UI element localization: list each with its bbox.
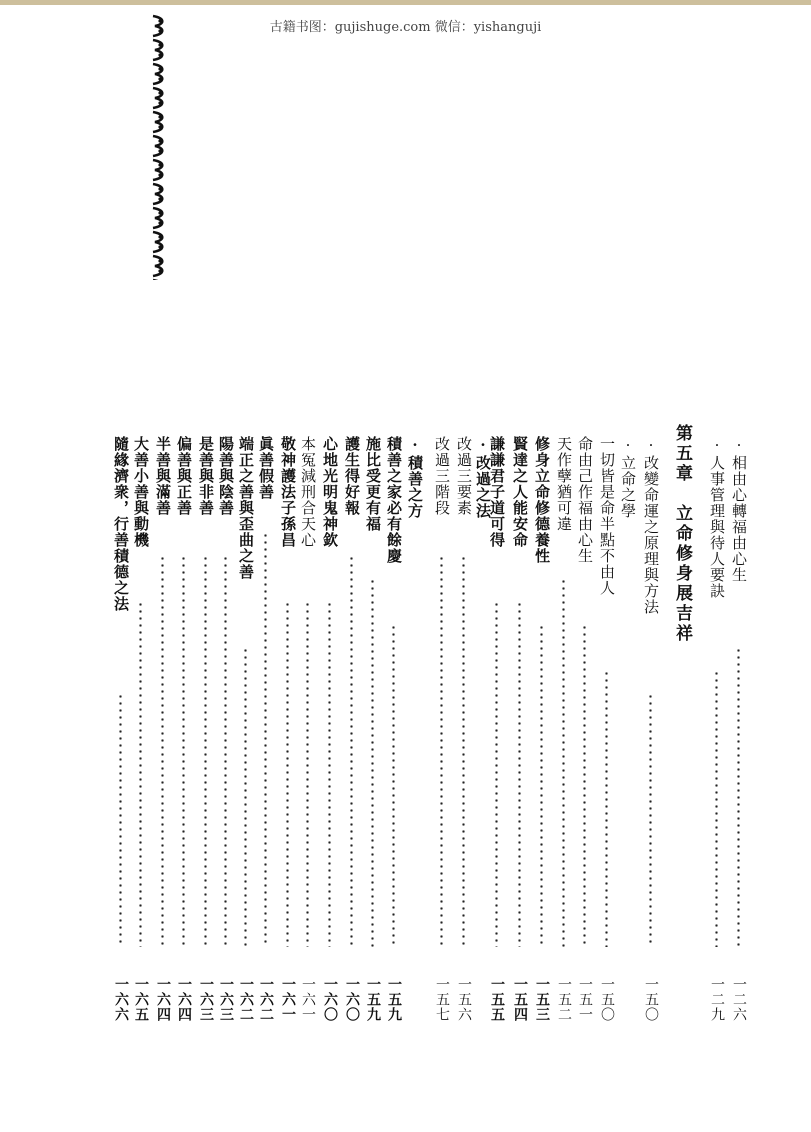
toc-entry bbox=[255, 436, 277, 1022]
toc-entry-title: 隨緣濟衆，行善積德之法 bbox=[112, 436, 130, 612]
leader-dots bbox=[392, 624, 395, 947]
toc-entry-page-number: 一五〇 bbox=[596, 977, 618, 1022]
toc-entry-page-number: 一六一 bbox=[277, 977, 299, 1022]
chapter-heading-text: 第五章 立命修身展吉祥 bbox=[672, 424, 692, 644]
toc-entry bbox=[297, 436, 319, 1022]
toc-entry bbox=[130, 436, 152, 1022]
toc-entry-page-number: 一五〇 bbox=[640, 977, 662, 1022]
toc-entry bbox=[152, 436, 174, 1022]
toc-entry bbox=[319, 436, 341, 1022]
toc-entry-title: 施比受更有福 bbox=[364, 436, 382, 532]
toc-entry-title: 謙謙君子道可得 bbox=[488, 436, 506, 548]
toc-entry-title: 偏善與正善 bbox=[175, 436, 193, 516]
leader-dots bbox=[440, 555, 443, 947]
toc-entry bbox=[531, 436, 553, 1022]
toc-entry-title: ·人事管理與待人要訣 bbox=[708, 436, 726, 599]
toc-entry bbox=[404, 436, 426, 1022]
toc-entry-page-number: 一六五 bbox=[130, 977, 152, 1022]
toc-entry bbox=[195, 436, 217, 1022]
toc-entry-title: 本冤減刑合天心 bbox=[299, 436, 317, 548]
toc-entry-page-number: 一五四 bbox=[509, 977, 531, 1022]
toc-entry-page-number: 一五九 bbox=[383, 977, 405, 1022]
toc-entry-title: 半善與滿善 bbox=[154, 436, 172, 516]
toc-entry-page-number: 一五五 bbox=[486, 977, 508, 1022]
toc-entry bbox=[728, 436, 750, 1022]
leader-dots bbox=[605, 670, 608, 947]
toc-entry-page-number: 一二六 bbox=[728, 977, 750, 1022]
toc-entry-title: 敬神護法子孫昌 bbox=[279, 436, 297, 548]
toc-entry-page-number: 一五七 bbox=[431, 977, 453, 1022]
toc-entry-page-number: 一六二 bbox=[235, 977, 257, 1022]
leader-dots bbox=[286, 601, 289, 947]
toc-entry-title: 命由己作福由心生 bbox=[576, 436, 594, 564]
leader-dots bbox=[182, 555, 185, 947]
toc-entry bbox=[383, 436, 405, 1022]
toc-entry bbox=[596, 436, 618, 1022]
leader-dots bbox=[518, 601, 521, 947]
toc-entry-title: 端正之善與歪曲之善 bbox=[237, 436, 255, 580]
toc-entry bbox=[173, 436, 195, 1022]
toc-entry bbox=[277, 436, 299, 1022]
toc-entry-page-number: 一五九 bbox=[362, 977, 384, 1022]
toc-entry bbox=[509, 436, 531, 1022]
toc-entry bbox=[341, 436, 363, 1022]
toc-entry-title: ·改過之法 bbox=[474, 436, 492, 519]
leader-dots bbox=[495, 601, 498, 947]
decorative-border-ornament bbox=[151, 14, 167, 280]
toc-entry-page-number: 一五三 bbox=[531, 977, 553, 1022]
toc-entry bbox=[706, 436, 728, 1022]
toc-entry-title: 大善小善與動機 bbox=[132, 436, 150, 548]
toc-entry-title: 是善與非善 bbox=[197, 436, 215, 516]
toc-entry-title: 賢達之人能安命 bbox=[511, 436, 529, 548]
toc-entry-title: ·立命之學 bbox=[619, 436, 637, 519]
toc-entry bbox=[215, 436, 237, 1022]
toc-entry bbox=[110, 436, 132, 1022]
leader-dots bbox=[562, 578, 565, 947]
toc-entry bbox=[617, 436, 639, 1022]
toc-entry-title: 積善之家必有餘慶 bbox=[385, 436, 403, 564]
toc-entry-page-number: 一六四 bbox=[173, 977, 195, 1022]
toc-entry-title: ·積善之方 bbox=[406, 436, 424, 519]
leader-dots bbox=[328, 601, 331, 947]
toc-entry bbox=[362, 436, 384, 1022]
leader-dots bbox=[715, 670, 718, 947]
toc-entry-title: ·相由心轉福由心生 bbox=[730, 436, 748, 583]
leader-dots bbox=[306, 601, 309, 947]
toc-entry-page-number: 一六三 bbox=[215, 977, 237, 1022]
toc-entry-title: 改過三要素 bbox=[455, 436, 473, 516]
toc-entry-page-number: 一六一 bbox=[297, 977, 319, 1022]
toc-entry-page-number: 一二九 bbox=[706, 977, 728, 1022]
leader-dots bbox=[371, 578, 374, 947]
toc-entry-title: 陽善與陰善 bbox=[217, 436, 235, 516]
toc-entry-page-number: 一五六 bbox=[453, 977, 475, 1022]
leader-dots bbox=[649, 693, 652, 947]
toc-entry-page-number: 一五一 bbox=[574, 977, 596, 1022]
toc-entry-page-number: 一六〇 bbox=[341, 977, 363, 1022]
leader-dots bbox=[462, 555, 465, 947]
top-border-band bbox=[0, 0, 811, 5]
leader-dots bbox=[204, 555, 207, 947]
toc-entry-title: ·改變命運之原理與方法 bbox=[642, 436, 660, 615]
chapter-heading bbox=[670, 424, 692, 1010]
leader-dots bbox=[737, 647, 740, 947]
toc-entry-page-number: 一六二 bbox=[255, 977, 277, 1022]
toc-entry-title: 天作孽猶可違 bbox=[555, 436, 573, 532]
leader-dots bbox=[264, 532, 267, 947]
toc-entry-page-number: 一六〇 bbox=[319, 977, 341, 1022]
toc-entry bbox=[235, 436, 257, 1022]
leader-dots bbox=[244, 647, 247, 947]
toc-entry bbox=[472, 436, 494, 1022]
toc-entry-page-number: 一五二 bbox=[553, 977, 575, 1022]
toc-entry-title: 一切皆是命半點不由人 bbox=[598, 436, 616, 596]
leader-dots bbox=[540, 624, 543, 947]
toc-entry bbox=[574, 436, 596, 1022]
toc-entry bbox=[453, 436, 475, 1022]
toc-entry-page-number: 一六六 bbox=[110, 977, 132, 1022]
leader-dots bbox=[224, 555, 227, 947]
toc-entry-title: 眞善假善 bbox=[257, 436, 275, 500]
leader-dots bbox=[161, 555, 164, 947]
toc-entry-title: 護生得好報 bbox=[343, 436, 361, 516]
toc-entry-title: 心地光明鬼神欽 bbox=[321, 436, 339, 548]
leader-dots bbox=[119, 693, 122, 947]
toc-entry-page-number: 一六四 bbox=[152, 977, 174, 1022]
toc-entry bbox=[553, 436, 575, 1022]
toc-entry bbox=[640, 436, 662, 1022]
leader-dots bbox=[139, 601, 142, 947]
toc-entry bbox=[431, 436, 453, 1022]
watermark-text: 古籍书图：gujishuge.com 微信：yishanguji bbox=[269, 20, 542, 35]
leader-dots bbox=[350, 555, 353, 947]
toc-entry-title: 修身立命修德養性 bbox=[533, 436, 551, 564]
toc-entry-page-number: 一六三 bbox=[195, 977, 217, 1022]
leader-dots bbox=[583, 624, 586, 947]
toc-entry-title: 改過三階段 bbox=[433, 436, 451, 516]
